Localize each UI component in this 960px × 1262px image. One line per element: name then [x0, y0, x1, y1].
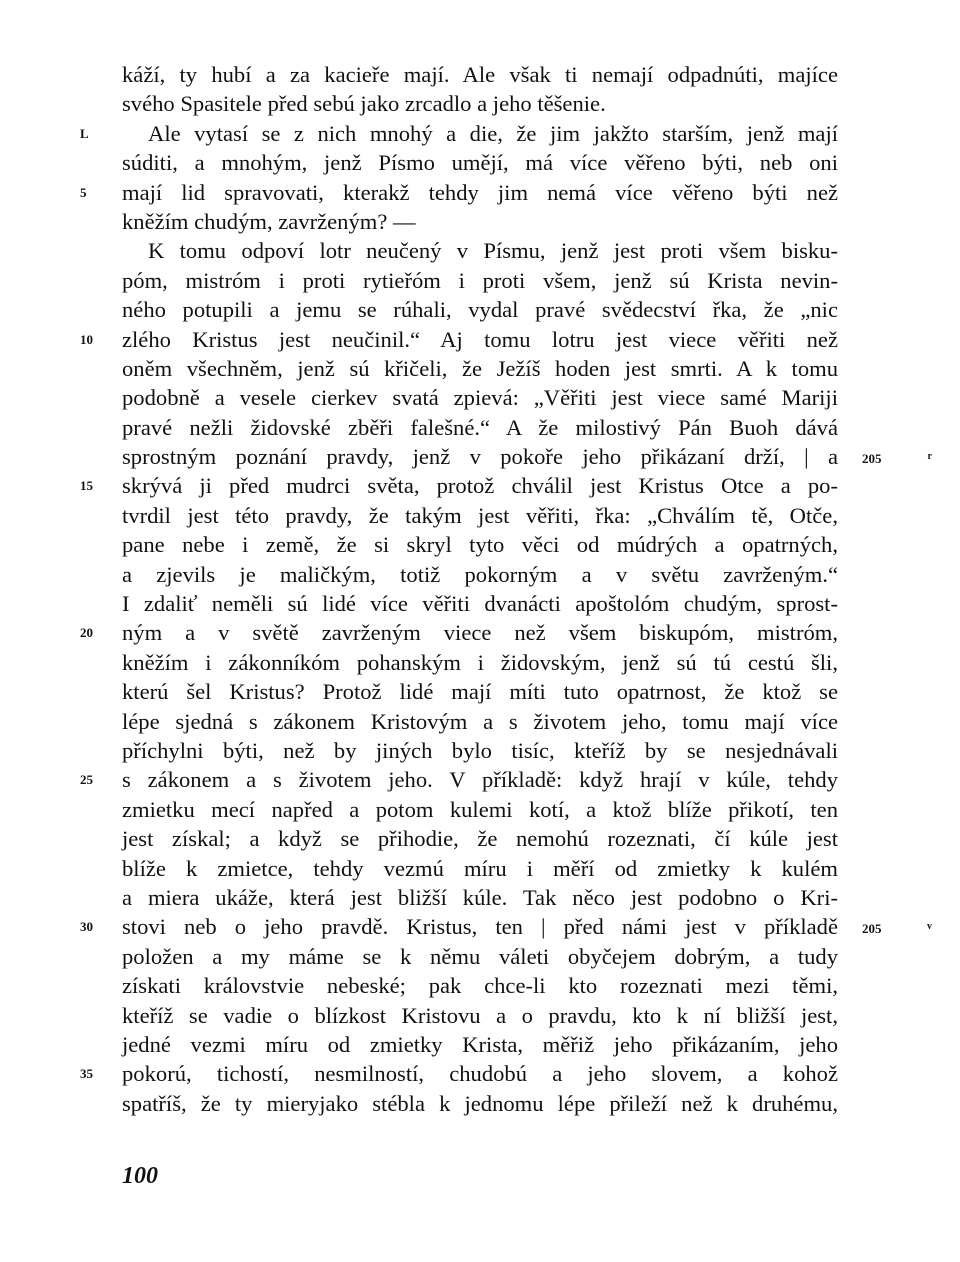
line-number: 5: [80, 184, 87, 200]
text-line: [80, 471, 838, 500]
line-number: 15: [80, 478, 93, 494]
text-line: [80, 765, 838, 794]
folio-side: r: [927, 451, 932, 463]
line-text: mají lid spravovati, kterakž tehdy jim nemá více věřeno býti než: [122, 179, 838, 205]
text-line: [122, 501, 838, 530]
text-line: [122, 854, 838, 883]
text-line: [80, 119, 838, 148]
text-line: [122, 589, 838, 618]
text-line: [122, 677, 838, 706]
text-line: [122, 89, 838, 118]
line-text: Ale vytasí se z nich mnohý a die, že jim jakžto starším, jenž mají: [148, 120, 838, 146]
text-line: [122, 236, 838, 265]
line-text: zlého Kristus jest neučinil.“ Aj tomu lotru jest viece věřiti než: [122, 326, 838, 352]
line-text: a miera ukáže, která jest bližší kúle. Tak něco jest podobno o Kri-: [122, 884, 838, 910]
line-text: a zjevils je maličkým, totiž pokorným a v světu zavrženým.“: [122, 561, 838, 587]
folio-number: 205: [862, 451, 882, 467]
line-text: pane nebe i země, že si skryl tyto věci od múdrých a opatrných,: [122, 532, 838, 558]
text-line: [122, 795, 838, 824]
line-text: kteříž se vadie o blízkost Kristovu a o pravdu, kto k ní bližší jest,: [122, 1002, 838, 1028]
text-line: [122, 60, 838, 89]
line-text: kterú šel Kristus? Protož lidé mají míti tuto opatrnost, že ktož se: [122, 679, 838, 705]
text-line: [122, 736, 838, 765]
text-line: [122, 413, 838, 442]
line-text: kněžím i zákonníkóm pohanským i židovským, jenž sú tú cestú šli,: [122, 649, 838, 675]
line-text: pravé nežli židovské zběři falešné.“ A že milostivý Pán Buoh dává: [122, 414, 838, 440]
line-text: skrývá ji před mudrci světa, protož chválil jest Kristus Otce a po-: [122, 473, 838, 499]
line-number: 25: [80, 772, 93, 788]
text-line: [122, 207, 838, 236]
text-line: [122, 295, 838, 324]
line-text: káží, ty hubí a za kacieře mají. Ale však ti nemají odpadnúti, majíce: [122, 62, 838, 87]
line-text: blíže k zmietce, tehdy vezmú míru i měří od zmietky k kulém: [122, 855, 838, 881]
line-text: zmietku mecí napřed a potom kulemi kotí, a ktož blíže přikotí, ten: [122, 796, 838, 822]
text-line: [122, 530, 838, 559]
line-text: stovi neb o jeho pravdě. Kristus, ten | před námi jest v příkladě: [122, 914, 838, 940]
line-text: kněžím chudým, zavrženým? —: [122, 208, 416, 234]
line-text: položen a my máme se k němu váleti obyčejem dobrým, a tudy: [122, 943, 838, 969]
line-number: 35: [80, 1066, 93, 1082]
text-line: [80, 618, 838, 647]
line-text: súditi, a mnohým, jenž Písmo umějí, má více věřeno býti, neb oni: [122, 150, 838, 176]
line-text: I zdaliť neměli sú lidé více věřiti dvanácti apoštolóm chudým, sprost-: [122, 591, 838, 617]
folio-number: 205: [862, 921, 882, 937]
page-number: 100: [122, 1163, 158, 1189]
text-line: [122, 883, 838, 912]
line-number: 20: [80, 625, 93, 641]
text-line: [122, 1001, 838, 1030]
line-text: s zákonem a s životem jeho. V příkladě: když hrají v kúle, tehdy: [122, 767, 838, 793]
text-line: [122, 1030, 838, 1059]
line-number: 30: [80, 919, 93, 935]
text-line: [122, 1089, 838, 1118]
line-text: získati královstvie nebeské; pak chce-li kto rozeznati mezi těmi,: [122, 973, 838, 999]
margin-folio-reference: [862, 442, 932, 473]
line-number: L: [80, 125, 89, 141]
line-number: 10: [80, 331, 93, 347]
text-line: [80, 1059, 838, 1088]
line-text: jedné vezmi míru od zmietky Krista, měřiž jeho přikázaním, jeho: [122, 1031, 838, 1057]
text-line: [122, 148, 838, 177]
line-text: tvrdil jest této pravdy, že takým jest věřiti, řka: „Chválím tě, Otče,: [122, 502, 838, 528]
text-line: [122, 266, 838, 295]
line-text: lépe sjedná s zákonem Kristovým a s životem jeho, tomu mají více: [122, 708, 838, 734]
line-text: sprostným poznání pravdy, jenž v pokoře jeho přikázaní drží, | a: [122, 444, 838, 470]
text-line: [122, 824, 838, 853]
text-line: [122, 383, 838, 412]
text-line: [122, 560, 838, 589]
line-text: podobně a vesele cierkev svatá zpievá: „Věřiti jest viece samé Mariji: [122, 385, 838, 411]
text-line: [80, 912, 932, 941]
line-text: póm, mistróm i proti rytieřóm i proti všem, jenž sú Krista nevin-: [122, 267, 838, 293]
line-text: pokorú, tichostí, nesmilností, chudobú a jeho slovem, a kohož: [122, 1061, 838, 1087]
margin-folio-reference: [862, 912, 932, 943]
line-text: ným a v světě zavrženým viece než všem biskupóm, mistróm,: [122, 620, 838, 646]
line-text: jest získal; a když se přihodie, že nemohú rozeznati, čí kúle jest: [122, 826, 838, 852]
text-block: [80, 60, 932, 1118]
text-line: [122, 971, 838, 1000]
folio-side: v: [927, 921, 932, 933]
line-text: K tomu odpoví lotr neučený v Písmu, jenž jest proti všem bisku-: [148, 238, 838, 264]
text-line: [122, 648, 838, 677]
text-line: [122, 707, 838, 736]
line-text: svého Spasitele před sebú jako zrcadlo a jeho těšenie.: [122, 91, 606, 117]
line-text: spatříš, že ty mieryjako stébla k jednomu lépe přileží než k druhému,: [122, 1090, 838, 1116]
text-line: [80, 325, 838, 354]
text-line: [122, 354, 838, 383]
text-line: [80, 178, 838, 207]
line-text: příchylni býti, než by jiných bylo tisíc, kteříž by se nesjednávali: [122, 737, 838, 763]
line-text: ného potupili a jemu se rúhali, vydal pravé svědecství řka, že „nic: [122, 297, 838, 323]
line-text: oněm všechněm, jenž sú křičeli, že Ježíš hoden jest smrti. A k tomu: [122, 355, 838, 381]
text-line: [122, 942, 838, 971]
text-line: [122, 442, 932, 471]
